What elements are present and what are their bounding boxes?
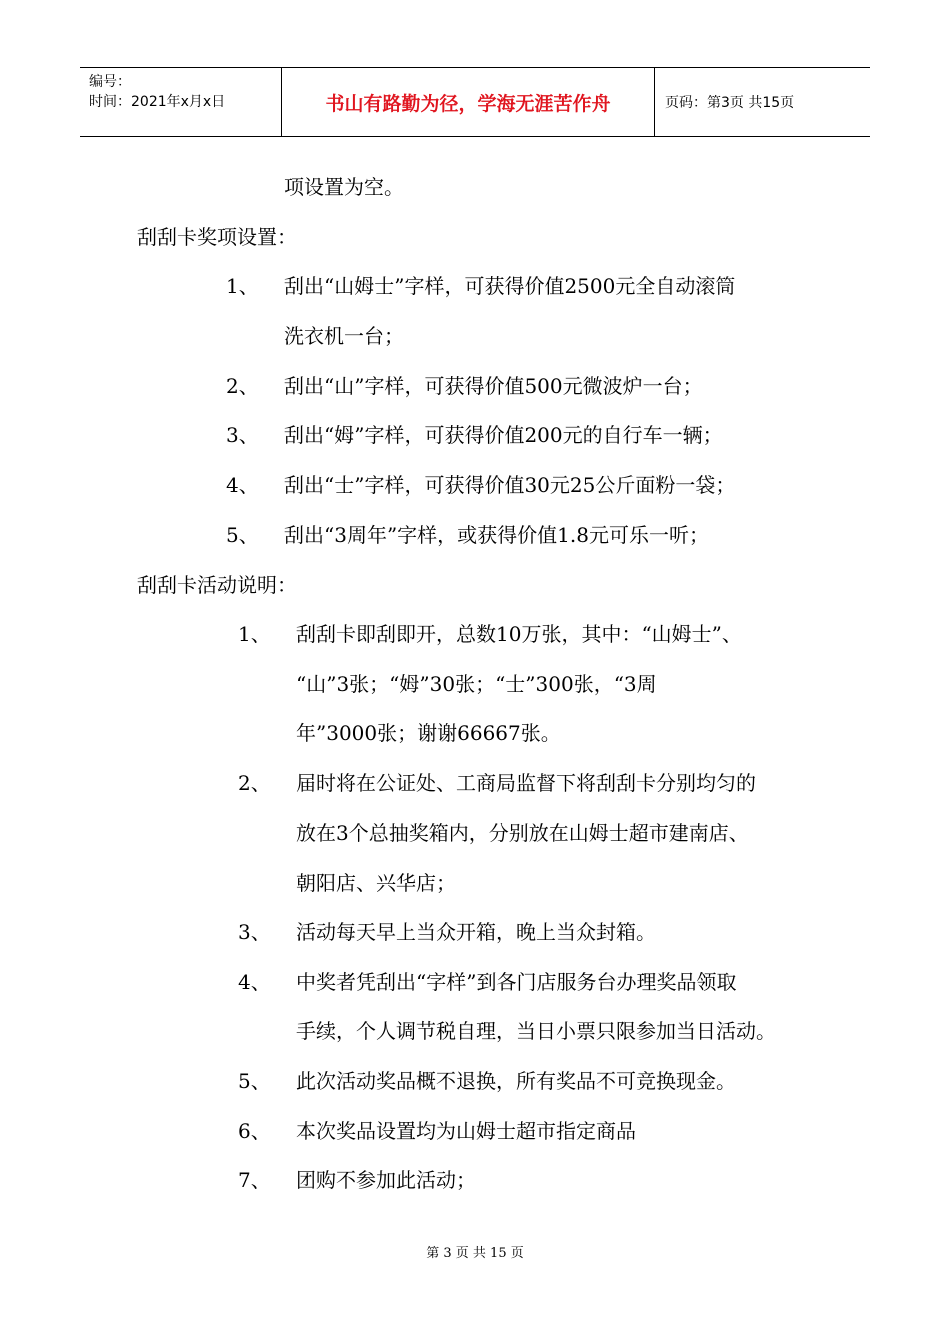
section-rules-title: 刮刮卡活动说明：	[137, 573, 297, 597]
header-meta-cell	[80, 68, 281, 136]
prize-number: 4、	[226, 473, 259, 497]
rule-text: 放在3个总抽奖箱内，分别放在山姆士超市建南店、	[296, 821, 749, 845]
rule-text: 年”3000张；谢谢66667张。	[296, 721, 561, 745]
time-label: 时间：2021年x月x日	[89, 94, 226, 110]
rule-number: 6、	[238, 1119, 271, 1143]
code-label: 编号：	[89, 74, 131, 90]
page-header	[80, 67, 870, 137]
rule-text: 刮刮卡即刮即开，总数10万张，其中：“山姆士”、	[296, 622, 742, 646]
prize-number: 2、	[226, 374, 259, 398]
prize-text: 刮出“山”字样，可获得价值500元微波炉一台；	[284, 374, 703, 398]
rule-text: 手续，个人调节税自理，当日小票只限参加当日活动。	[296, 1019, 776, 1043]
rule-number: 4、	[238, 970, 271, 994]
rule-text: “山”3张；“姆”30张；“士”300张，“3周	[296, 672, 657, 696]
rule-text: 活动每天早上当众开箱，晚上当众封箱。	[296, 920, 656, 944]
prize-text: 刮出“士”字样，可获得价值30元25公斤面粉一袋；	[284, 473, 736, 497]
rule-text: 此次活动奖品概不退换，所有奖品不可竞换现金。	[296, 1069, 736, 1093]
section-prize-title: 刮刮卡奖项设置：	[137, 225, 297, 249]
header-page-info: 页码：第3页 共15页	[665, 95, 795, 111]
prize-text: 洗衣机一台；	[284, 324, 404, 348]
rule-number: 3、	[238, 920, 271, 944]
rule-text: 中奖者凭刮出“字样”到各门店服务台办理奖品领取	[296, 970, 737, 994]
rule-text: 朝阳店、兴华店；	[296, 871, 456, 895]
rule-text: 届时将在公证处、工商局监督下将刮刮卡分别均匀的	[296, 771, 756, 795]
rule-number: 2、	[238, 771, 271, 795]
rule-number: 5、	[238, 1069, 271, 1093]
header-motto: 书山有路勤为径，学海无涯苦作舟	[281, 68, 655, 136]
prize-text: 刮出“3周年”字样，或获得价值1.8元可乐一听；	[284, 523, 709, 547]
prize-text: 刮出“姆”字样，可获得价值200元的自行车一辆；	[284, 423, 723, 447]
rule-number: 1、	[238, 622, 271, 646]
prize-number: 1、	[226, 274, 259, 298]
continued-line: 项设置为空。	[284, 175, 404, 199]
prize-number: 3、	[226, 423, 259, 447]
page-footer: 第 3 页 共 15 页	[426, 1246, 524, 1261]
rule-text: 本次奖品设置均为山姆士超市指定商品	[296, 1119, 636, 1143]
prize-text: 刮出“山姆士”字样，可获得价值2500元全自动滚筒	[284, 274, 736, 298]
rule-text: 团购不参加此活动；	[296, 1168, 476, 1192]
prize-number: 5、	[226, 523, 259, 547]
rule-number: 7、	[238, 1168, 271, 1192]
